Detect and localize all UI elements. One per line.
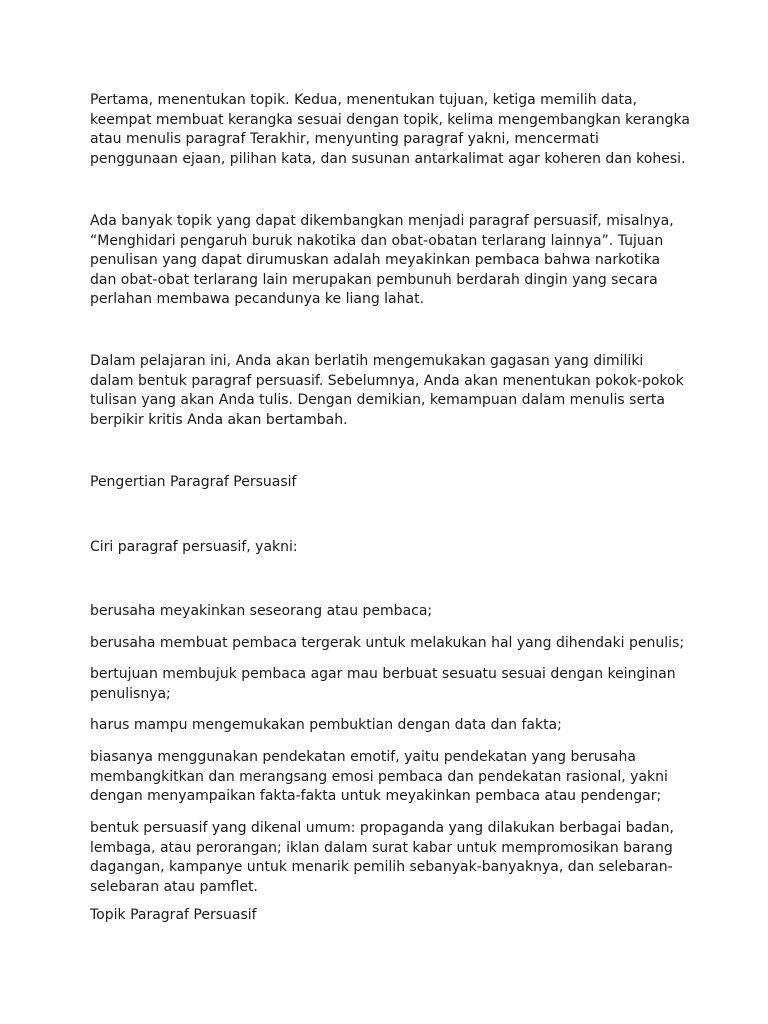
paragraph-topic-example: Ada banyak topik yang dapat dikembangkan menjadi paragraf persuasif, misalnya, “Menghidari pengaruh buruk nakotika dan obat-obatan terlarang lainnya”. Tujuan penulisan yang dapat dirumuskan adalah meyakinkan pembaca bahwa narkotika dan obat-obat terlarang lain merupakan pembunuh berdarah dingin yang secara perlahan membawa pecandunya ke liang lahat. bbox=[90, 213, 674, 307]
heading-topic: Topik Paragraf Persuasif bbox=[90, 907, 257, 923]
paragraph-lesson-intro: Dalam pelajaran ini, Anda akan berlatih mengemukakan gagasan yang dimiliki dalam bentuk paragraf persuasif. Sebelumnya, Anda akan menentukan pokok-pokok tulisan yang akan Anda tulis. Dengan demikian, kemampuan dalam menulis serta berpikir kritis Anda akan bertambah. bbox=[90, 353, 684, 428]
list-item: biasanya menggunakan pendekatan emotif, yaitu pendekatan yang berusaha membangkitkan dan merangsang emosi pembaca dan pendekatan rasional, yakni dengan menyampaikan fakta-fakta untuk meyakinkan pembaca atau pendengar; bbox=[90, 749, 668, 804]
paragraph-steps: Pertama, menentukan topik. Kedua, menentukan tujuan, ketiga memilih data, keempat membuat kerangka sesuai dengan topik, kelima mengembangkan kerangka atau menulis paragraf Terakhir, menyunting paragraf yakni, mencermati penggunaan ejaan, pilihan kata, dan susunan antarkalimat agar koheren dan kohesi. bbox=[90, 92, 690, 167]
list-item: berusaha membuat pembaca tergerak untuk melakukan hal yang dihendaki penulis; bbox=[90, 635, 685, 651]
list-item: bertujuan membujuk pembaca agar mau berbuat sesuatu sesuai dengan keinginan penulisnya; bbox=[90, 666, 676, 702]
heading-characteristics: Ciri paragraf persuasif, yakni: bbox=[90, 539, 298, 555]
list-item: berusaha meyakinkan seseorang atau pembaca; bbox=[90, 603, 433, 619]
heading-definition: Pengertian Paragraf Persuasif bbox=[90, 474, 297, 490]
list-item: harus mampu mengemukakan pembuktian dengan data dan fakta; bbox=[90, 717, 562, 733]
document-page bbox=[90, 0, 690, 1024]
list-item: bentuk persuasif yang dikenal umum: propaganda yang dilakukan berbagai badan, lembaga, atau perorangan; iklan dalam surat kabar untuk mempromosikan barang dagangan, kampanye untuk menarik pemilih sebanyak-banyaknya, dan selebaran-selebaran atau pamflet. bbox=[90, 820, 674, 895]
